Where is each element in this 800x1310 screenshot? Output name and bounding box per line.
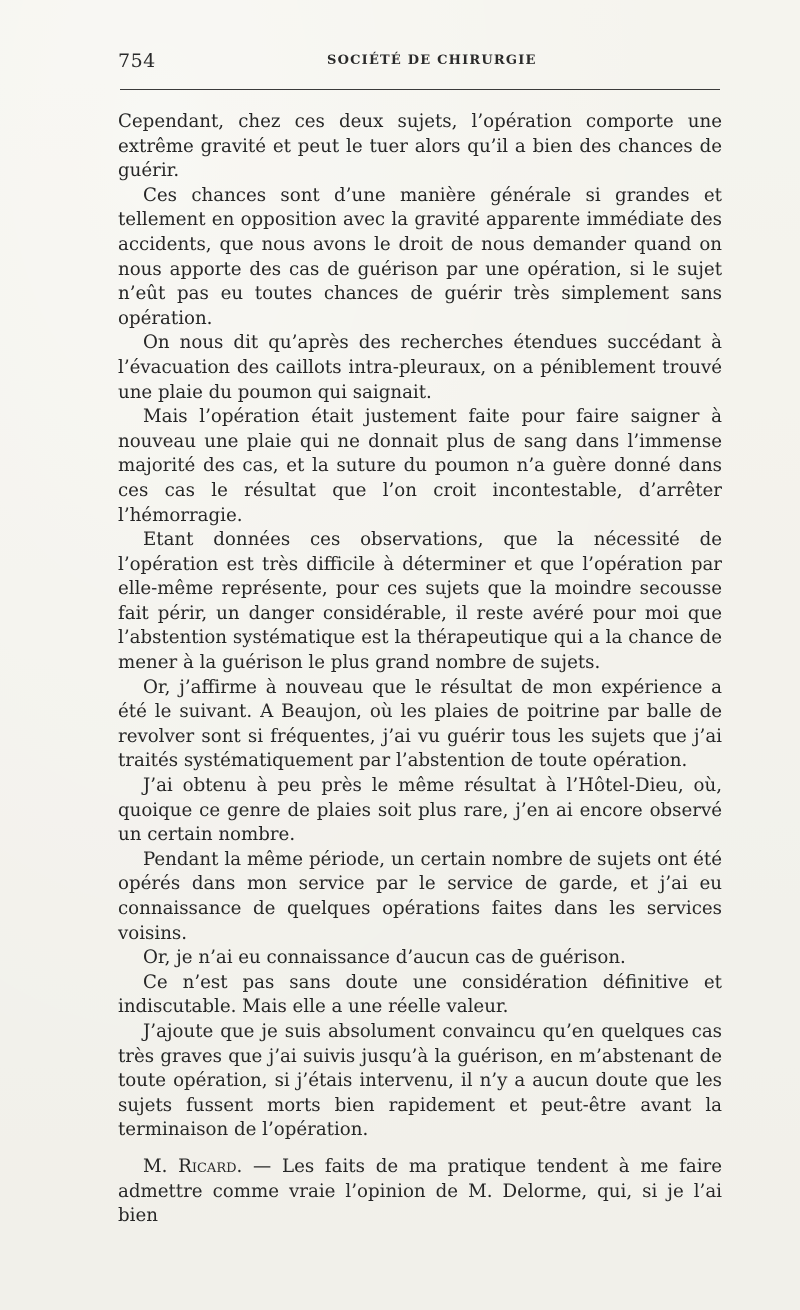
speaker-name: M. Ricard. — [143, 1156, 243, 1177]
paragraph-11: J’ajoute que je suis absolument convaincu qu’en quelques cas très graves que j’ai suivis jusqu’à la guérison, en m’abstenant de toute opération, si j’étais intervenu, il n’y a aucun doute que les sujets fussent morts bien rapidement et peut-être avant la terminaison de l’opération. — [118, 1020, 722, 1141]
paragraph-5: Etant données ces observations, que la nécessité de l’opération est très difficile à déterminer et que l’opération par elle-même représente, pour ces sujets que la moindre secousse fait périr, un danger considérable, il reste avéré pour moi que l’abstention systématique est la thérapeutique qui a la chance de mener à la guérison le plus grand nombre de sujets. — [118, 529, 722, 674]
ricard-paragraph — [118, 1155, 722, 1229]
ricard-intervention — [118, 1155, 722, 1229]
paragraph-2: Ces chances sont d’une manière générale si grandes et tellement en opposition avec la gravité apparente immédiate des accidents, que nous avons le droit de nous demander quand on nous apporte des cas de guérison par une opération, si le sujet n’eût pas eu toutes chances de guérir très simplement sans opération. — [118, 184, 722, 329]
paragraph-6: Or, j’affirme à nouveau que le résultat de mon expérience a été le suivant. A Beaujon, où les plaies de poitrine par balle de revolver sont si fréquentes, j’ai vu guérir tous les sujets que j’ai traités systématiquement par l’abstention de toute opération. — [118, 676, 722, 772]
paragraph-1: Cependant, chez ces deux sujets, l’opération comporte une extrême gravité et peut le tuer alors qu’il a bien des chances de guérir. — [118, 111, 722, 182]
paragraph-10: Ce n’est pas sans doute une considération définitive et indiscutable. Mais elle a une réelle valeur. — [118, 971, 722, 1018]
paragraph-7: J’ai obtenu à peu près le même résultat à l’Hôtel-Dieu, où, quoique ce genre de plaies soit plus rare, j’en ai encore observé un certain nombre. — [118, 775, 722, 846]
paragraph-8: Pendant la même période, un certain nombre de sujets ont été opérés dans mon service par le service de garde, et j’ai eu connaissance de quelques opérations faites dans les services voisins. — [118, 848, 722, 944]
paragraph-9: Or, je n’ai eu connaissance d’aucun cas de guérison. — [143, 947, 626, 969]
running-title: SOCIÉTÉ DE CHIRURGIE — [327, 53, 537, 68]
page-number: 754 — [118, 50, 156, 72]
paragraph-3: On nous dit qu’après des recherches étendues succédant à l’évacuation des caillots intra-pleuraux, on a péniblement trouvé une plaie du poumon qui saignait. — [118, 332, 722, 403]
ricard-text: — Les faits de ma pratique tendent à me faire admettre comme vraie l’opinion de M. Delorme, qui, si je l’ai bien — [118, 1156, 723, 1227]
paragraph-4: Mais l’opération était justement faite pour faire saigner à nouveau une plaie qui ne donnait plus de sang dans l’immense majorité des cas, et la suture du poumon n’a guère donné dans ces cas le résultat que l’on croit incontestable, d’arrêter l’hémorragie. — [118, 406, 722, 526]
header-rule — [120, 89, 720, 90]
body-text — [118, 110, 722, 1143]
page-header — [0, 48, 800, 78]
